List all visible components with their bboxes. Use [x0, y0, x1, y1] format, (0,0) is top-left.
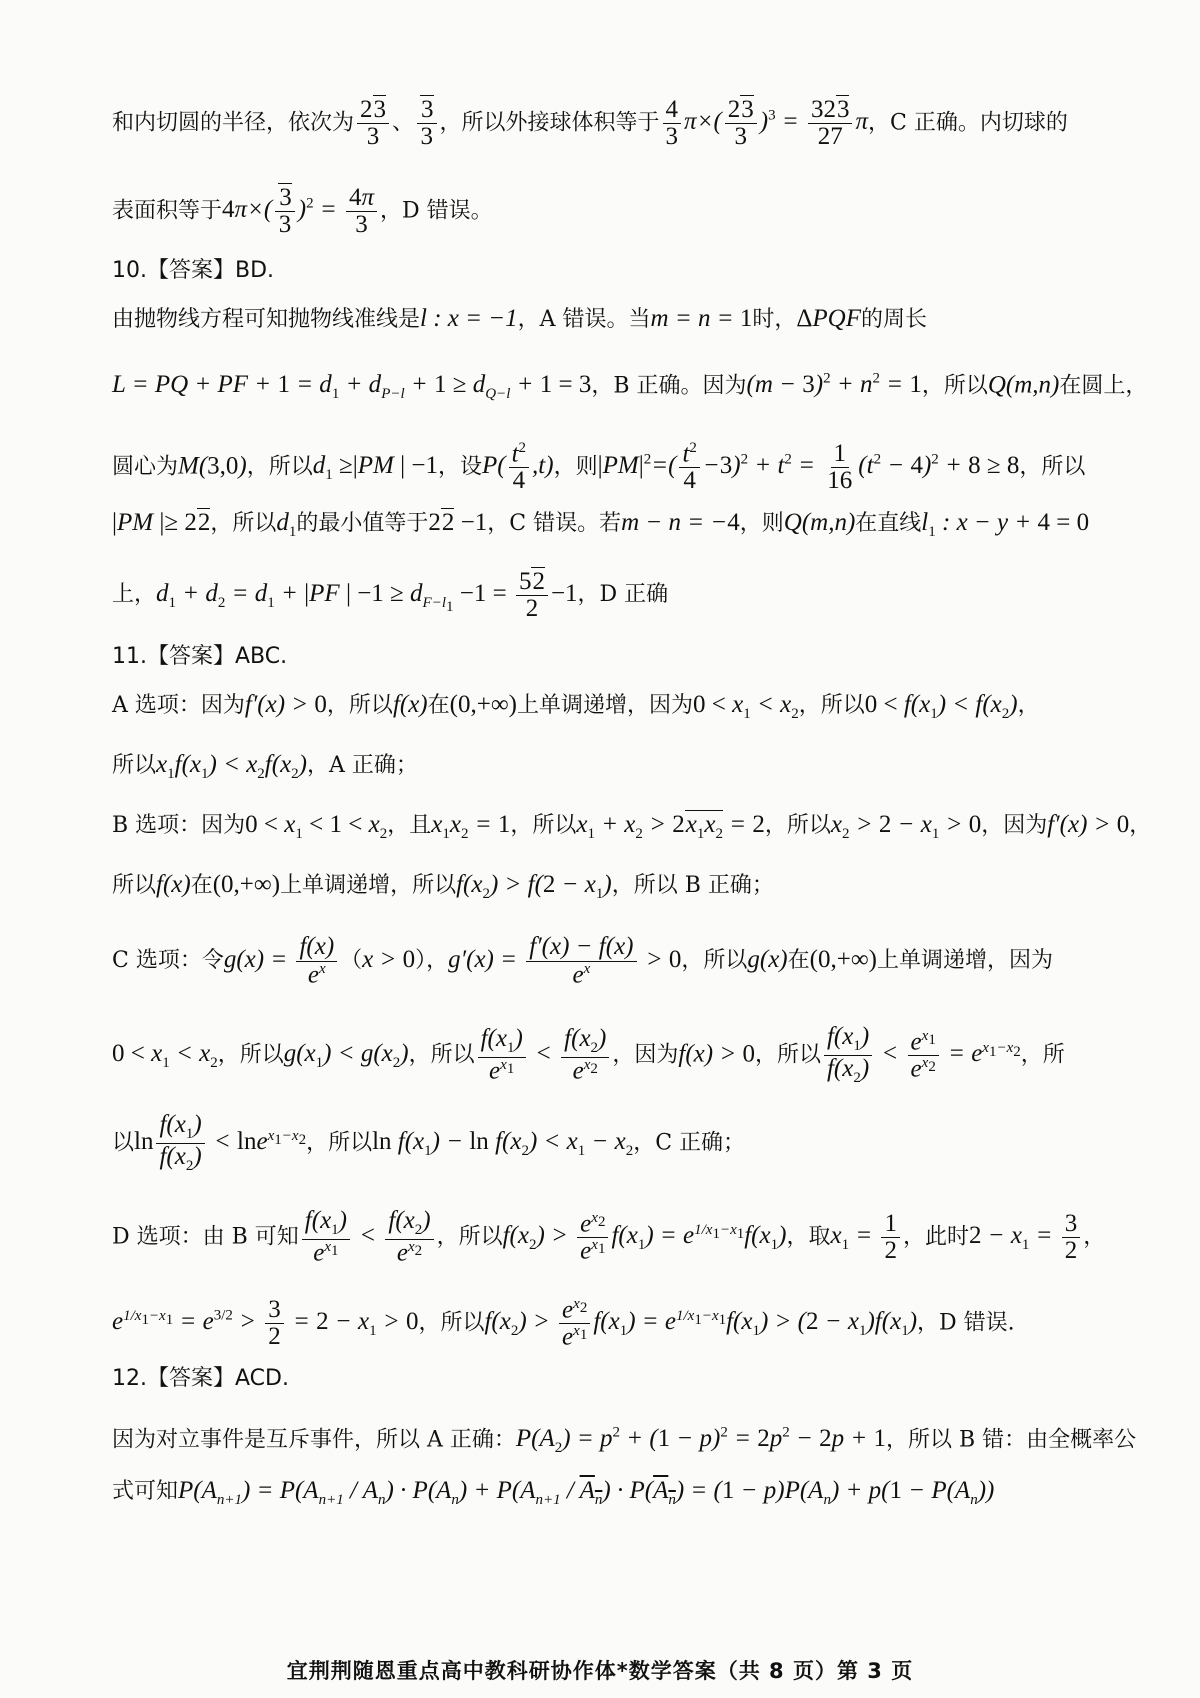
q11-option-d-line-2: $e^{1/x_1-x_1} = e^{3/2}$ > $\frac{3}{2}$ = $2 - x_1 > 0$，所以$f(x_2)$ > $\frac{e^{x_2}}{e^{x_1}}$ $f(x_1) = e^{1/x_1-x_1}f(x_1) > (2 - x_1)f(x_1)$，D 错误. [112, 1295, 1015, 1351]
q10-line-2: L = PQ + PF + $1 = d_1 + d_{P-l} + 1 \ge d_{Q-l} + 1 = 3$，B 正确。因为$(m - 3)^2 + n^2 = 1$，所以Q(m,n)在圆上， [112, 371, 1148, 403]
q12-answer-header: 12.【答案】ACD. [112, 1366, 289, 1391]
q12-line-2: 式可知$P(A_{n+1}) = P(A_{n+1} / A_n) \cdot P(A_n) + P(A_{n+1} / A_n) \cdot P(A_n) = (1 - p)P(A_n) + p(1 - P(A_n))$ [112, 1477, 995, 1508]
q10-answer-header: 10.【答案】BD. [112, 258, 275, 283]
page-footer: 宜荆荆随恩重点高中教科研协作体*数学答案（共 8 页）第 3 页 [286, 1659, 914, 1683]
q12-line-1: 因为对立事件是互斥事件，所以 A 正确：$P(A_2) = p^2 + (1 - p)^2 = 2p^2 - 2p + 1$，所以 B 错：由全概率公 [112, 1425, 1137, 1457]
q9-line-2: 表面积等于4π×( $\frac{3}{3}$ )$^2$ = $\frac{4\pi}{3}$ ，D 错误。 [112, 183, 493, 239]
q11-option-c-line-2: $0 < x_1 < x_2$，所以$g(x_1) < g(x_2)$，所以 $\frac{f(x_1)}{e^{x_1}}$ < $\frac{f(x_2)}{e^{x_2}}$ ，因为f(x) > 0，所以 $\frac{f(x_1)}{f(x_2)}$ < $\frac{e^{x_1}}{e^{x_2}}$ = $e^{x_1-x_2}$，所 [112, 1023, 1065, 1087]
q11-option-b-line-2: 所以f(x)在(0,+∞)上单调递增，所以$f(x_2) > f(2 - x_1)$，所以 B 正确； [112, 871, 774, 902]
q11-option-b-line-1: B 选项：因为$0 < x_1 < 1 < x_2$，且$x_1x_2 = 1$，所以$x_1 + x_2 > 2x_1x_2 = 2$，所以$x_2 > 2 - x_1 > 0$，因为f′(x) > 0， [112, 811, 1152, 842]
q9-line-1: 和内切圆的半径，依次为 $\frac{23}{3}$ 、 $\frac{3}{3}$ ，所以外接球体积等于 $\frac{4}{3}$ π×( $\frac{23}{3}$ )$^3$ = $\frac{323}{27}$ π，C 正确。内切球的 [112, 95, 1068, 151]
q10-line-3: 圆心为M(3,0)，所以$d_1 \ge|PM$ | −1，设P( $\frac{t^2}{4}$ ,t)，则$|PM|^2=$( $\frac{t^2}{4}$ $-3)^2 + t^2$ = $\frac{1}{16}$ $(t^2 - 4)^2 + 8 \ge 8$，所以 [112, 439, 1086, 495]
q11-answer-header: 11.【答案】ABC. [112, 644, 288, 669]
q10-line-5: 上，$d_1 + d_2 = d_1 + |PF$ | $-1 \ge d_{F-l_1} -1$ = $\frac{52}{2}$ −1，D 正确 [112, 567, 669, 622]
q11-option-c-line-3: 以ln $\frac{f(x_1)}{f(x_2)}$ < lne$^{x_1-x_2}$，所以$\ln f(x_1) - \ln f(x_2) < x_1 - x_2$，C 正确； [112, 1111, 746, 1175]
q11-option-a-line-2: 所以$x_1f(x_1) < x_2f(x_2)$，A 正确； [112, 751, 418, 782]
q11-option-d-line-1: D 选项：由 B 可知 $\frac{f(x_1)}{e^{x_1}}$ < $\frac{f(x_2)}{e^{x_2}}$ ，所以$f(x_2)$ > $\frac{e^{x_2}}{e^{x_1}}$ $f(x_1) = e^{1/x_1-x_1}f(x_1)$，取$x_1$ = $\frac{1}{2}$ ，此时$2 - x_1$ = $\frac{3}{2}$ ， [112, 1207, 1106, 1267]
q11-option-c-line-1: C 选项：令g(x) = $\frac{f(x)}{e^x}$ （x > 0），g′(x) = $\frac{f'(x) - f(x)}{e^x}$ > 0，所以g(x)在(0,+∞)上单调递增，因为 [112, 933, 1053, 988]
q10-line-4: |PM |≥ 22，所以$d_1$的最小值等于22 −1，C 错误。若m − n = −4，则Q(m,n)在直线$l_1$ : x − y + 4 = 0 [112, 509, 1090, 540]
q10-line-1: 由抛物线方程可知抛物线准线是l : x = −1，A 错误。当m = n = 1时，ΔPQF的周长 [112, 305, 928, 332]
q11-option-a-line-1: A 选项：因为f′(x) > 0，所以f(x)在(0,+∞)上单调递增，因为$0 < x_1 < x_2$，所以$0 < f(x_1) < f(x_2)$， [112, 691, 1040, 722]
